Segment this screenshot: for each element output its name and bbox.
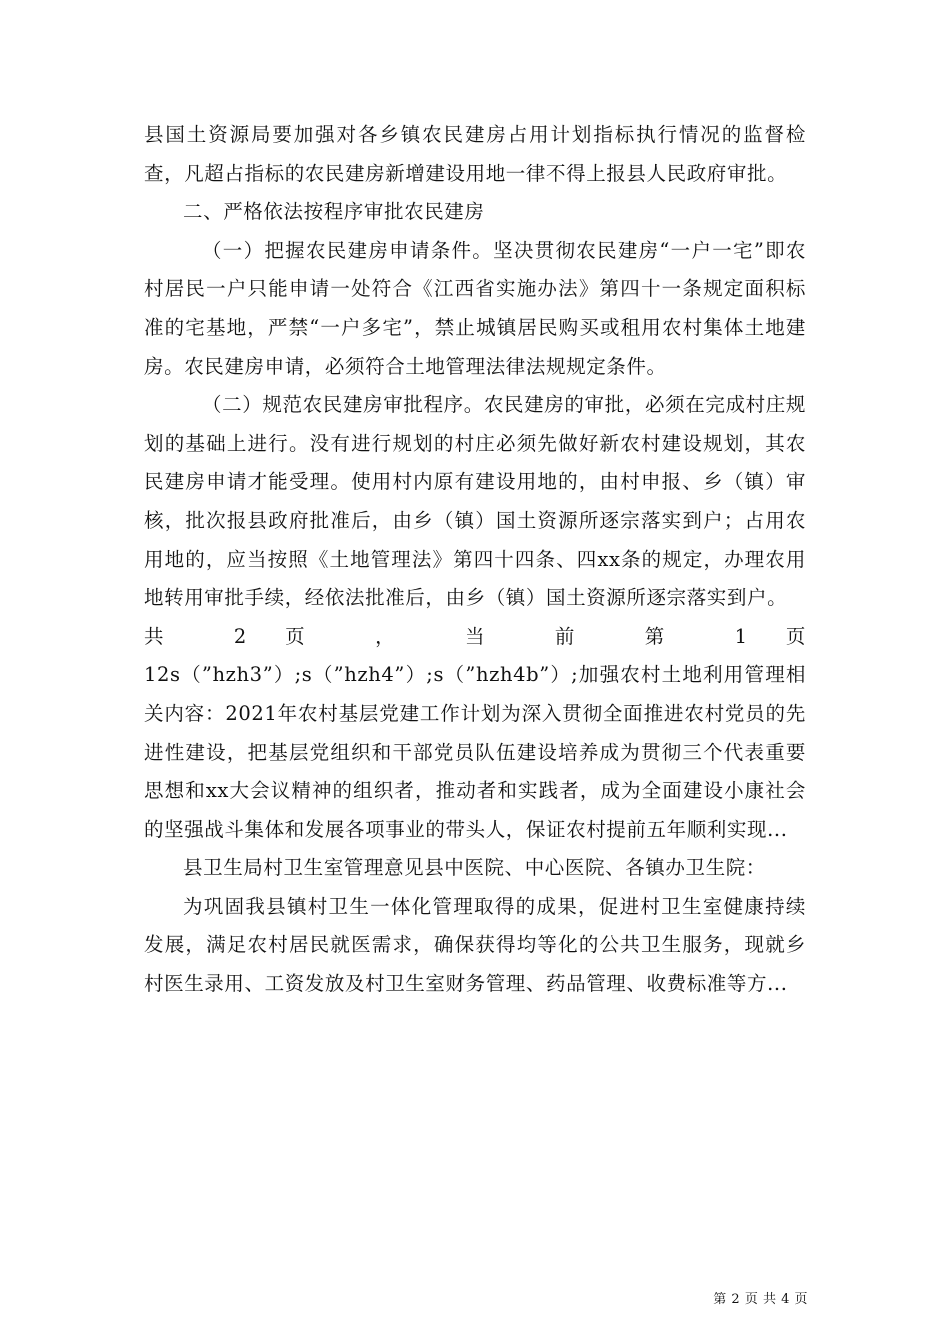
paragraph-health-bureau: 县卫生局村卫生室管理意见县中医院、中心医院、各镇办卫生院： xyxy=(183,856,766,880)
document-body xyxy=(144,116,806,1004)
paragraph-application-conditions: （一）把握农民建房申请条件。坚决贯彻农民建房“一户一宅”即农村居民一户只能申请一处符合《江西省实施办法》第四十一条规定面积标准的宅基地，严禁“一户多宅”，禁止城镇居民购买或租用农村集体土地建房。农民建房申请，必须符合土地管理法律法规规定条件。 xyxy=(144,238,806,378)
paragraph-supervision: 县国土资源局要加强对各乡镇农民建房占用计划指标执行情况的监督检查，凡超占指标的农民建房新增建设用地一律不得上报县人民政府审批。 xyxy=(144,123,806,185)
page-counter-text: 共 2 页 ， 当 前 第 1 页 xyxy=(144,624,806,648)
paragraph-approval-procedure: （二）规范农民建房审批程序。农民建房的审批，必须在完成村庄规划的基础上进行。没有进行规划的村庄必须先做好新农村建设规划，其农民建房申请才能受理。使用村内原有建设用地的，由村申报、乡（镇）审核，批次报县政府批准后，由乡（镇）国土资源所逐宗落实到户；占用农用地的，应当按照《土地管理法》第四十四条、四xx条的规定，办理农用地转用审批手续，经依法批准后，由乡（镇）国土资源所逐宗落实到户。 xyxy=(144,393,806,610)
paragraph-related-content: 12s（”hzh3”）;s（”hzh4”）;s（”hzh4b”）;加强农村土地利用管理相关内容：2021年农村基层党建工作计划为深入贯彻全面推进农村党员的先进性建设，把基层党组织和干部党员队伍建设培养成为贯彻三个代表重要思想和xx大会议精神的组织者，推动者和实践者，成为全面建设小康社会的坚强战斗集体和发展各项事业的带头人，保证农村提前五年顺利实现... xyxy=(144,663,806,841)
paragraph-health-integration: 为巩固我县镇村卫生一体化管理取得的成果，促进村卫生室健康持续发展，满足农村居民就医需求，确保获得均等化的公共卫生服务，现就乡村医生录用、工资发放及村卫生室财务管理、药品管理、收费标准等方... xyxy=(144,894,806,996)
page-footer: 第 2 页 共 4 页 xyxy=(713,1292,808,1307)
section-heading: 二、严格依法按程序审批农民建房 xyxy=(183,200,485,224)
